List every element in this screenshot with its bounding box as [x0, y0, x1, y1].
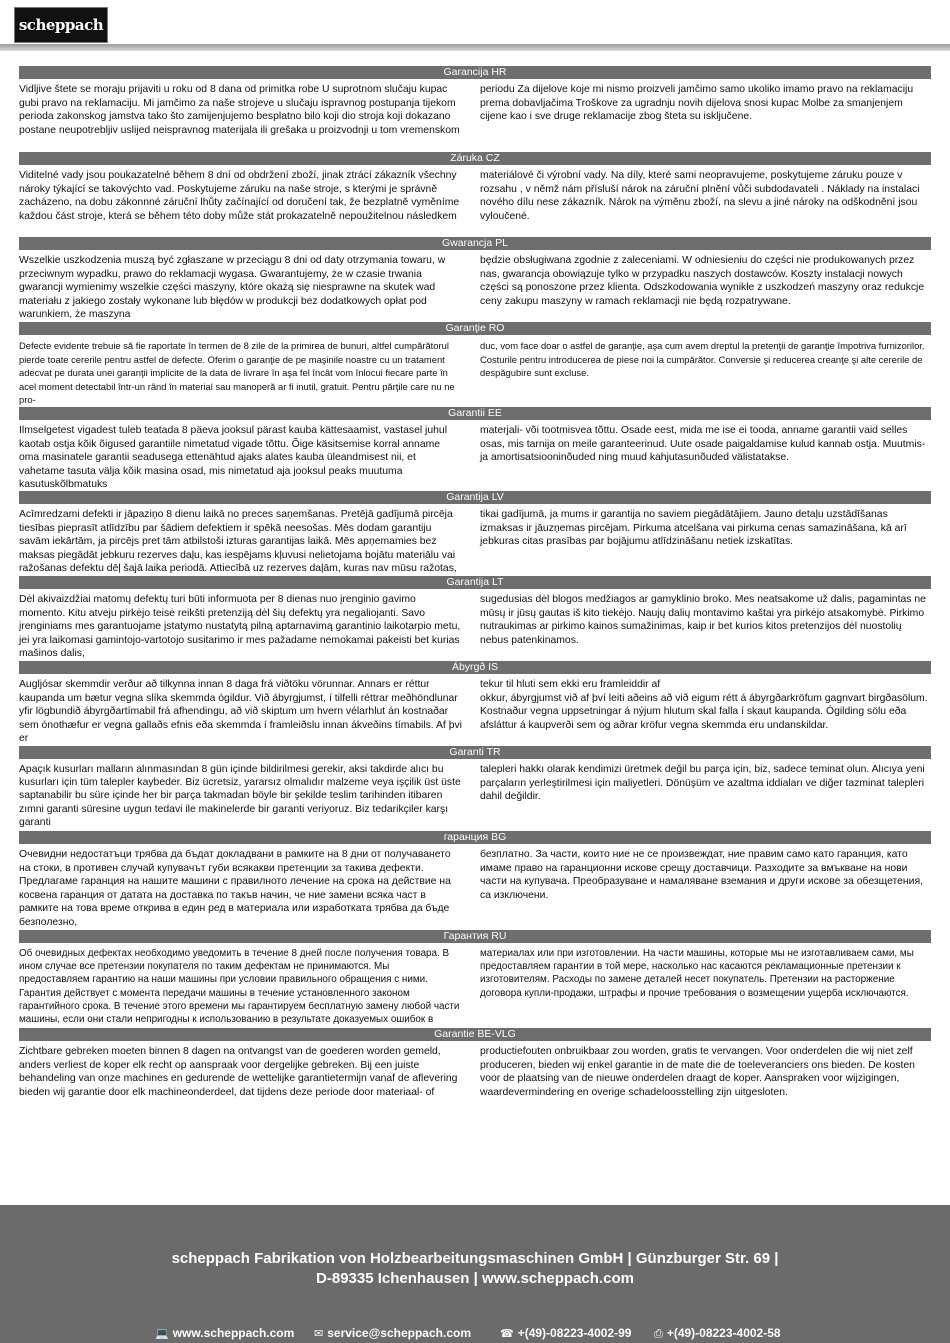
section-title: Ábyrgð IS: [19, 661, 931, 674]
section-lv: [19, 491, 931, 575]
contact-bar: [0, 1324, 950, 1342]
mail-icon: ✉: [314, 1328, 324, 1340]
section-text-right: materjali- või tootmisvea tõttu. Osade eest, mida me ise ei tooda, anname garantii vaid selles osas, mis tarnija on meile garanteerinud. Uute osade paigaldamise kulud kannab ostja. Muutmis- ja amortisatsiooninõuded ning muud kahjutasunõuded välistatakse.: [480, 425, 926, 463]
section-hr: [19, 66, 931, 144]
company-address: [0, 1249, 950, 1289]
scheppach-logo: scheppach: [14, 7, 108, 43]
section-title: Garantija LV: [19, 491, 931, 504]
section-text-left: Vidljive štete se moraju prijaviti u roku od 8 dana od primitka robe U suprotnom slučaju kupac gubi pravo na reklamaciju. Mi jamčimo za naše strojeve u slučaju ispravnog postupanja tijekom perioda zakonskog jamstva tako što zamijenjujemo besplatno bilo koji dio stroja koji dokazano postane neupotrebljiv uslijed neispravnog materijala ili grešaka u proizvodnji u tom vremenskom: [19, 84, 460, 136]
section-text-left: Wszelkie uszkodzenia muszą być zgłaszane w przeciągu 8 dni od daty otrzymania towaru, w przeciwnym wypadku, prawo do reklamacji wygasa. Gwarantujemy, że w czasie trwania gwarancji wymienimy wszelkie części maszyny, które okażą się niesprawne na skutek wad materiału z jakiego zostały wykonane lub błędów w produkcji bez dodatkowych opłat pod warunkiem, że maszyna: [19, 255, 446, 320]
website-contact[interactable]: [155, 1324, 294, 1343]
email-link[interactable]: service@scheppach.com: [327, 1326, 471, 1340]
section-text-right: tikai gadījumā, ja mums ir garantija no saviem piegādātājiem. Jauno detaļu uzstādīšanas izmaksas ir jāuzņemas pircējam. Pirkuma atcelšana vai pirkuma cenas samazināšana, kā arī jebkuras citas prasības par bojājumu atlīdzināšanu netiek izskatītas.: [480, 509, 907, 547]
section-pl: [19, 237, 931, 320]
section-text-right: periodu Za dijelove koje mi nismo proizveli jamčimo samo ukoliko imamo pravo na reklamaciju prema dobavljačima Troškove za ugradnju novih dijelova snosi kupac Molbe za smanjenjem cijene kao i sve druge reklamacije zbog šteta su isključene.: [480, 84, 914, 122]
phone-number[interactable]: +(49)-08223-4002-99: [517, 1326, 632, 1340]
fax-icon: ⎙: [654, 1328, 663, 1340]
email-contact[interactable]: [314, 1324, 471, 1343]
section-title: Záruka CZ: [19, 152, 931, 165]
section-cz: [19, 152, 931, 230]
section-tr: [19, 746, 931, 830]
page-header: [0, 0, 950, 49]
fax-contact: [654, 1324, 781, 1343]
phone-icon: ☎: [500, 1328, 514, 1340]
section-text-left: Augljósar skemmdir verður að tilkynna innan 8 daga frá viðtöku vörunnar. Annars er réttur kaupanda um bætur vegna slíka skemmda ógildur. Við ábyrgjumst, í tilfelli réttrar meðhöndlunar yfir lögbundið ábyrgðartímabil frá afhendingu, að við skiptum um hvern vélarhlut án kostnaðar sem ónothæfur er vegna gallaðs efnis eða skemmda í framleiðslu innan ákveðins tímabils. Af þvi er: [19, 679, 462, 744]
section-text-right: материалах или при изготовлении. На части машины, которые мы не изготавливаем сами, мы предоставляем гарантии в той мере, насколько нас касаются рекламационные претензии к изготовителям. Расходы по замене деталей несет покупатель. Претензии на расторжение договора купли-продажи, штрафы и прочие требования о возмещении ущерба исключаются.: [480, 948, 914, 999]
section-title: Garantie BE-VLG: [19, 1028, 931, 1041]
section-text-right: sugedusias dėl blogos medžiagos ar gamyklinio broko. Mes neatsakome už dalis, pagamintas ne mūsų ir jūsų gautas iš kito tiekėjo. Naujų dalių montavimo kaštai yra pirkėjo atsakomybė. Pirkimo nutraukimas ar pirkimo kainos sumažinimas, kaip ir bet kurios kitos pretenzijos dėl nuostolių nebus patenkinamos.: [480, 594, 926, 646]
section-bg: [19, 831, 931, 929]
section-title: Gwarancja PL: [19, 237, 931, 250]
section-text-left: Defecte evidente trebuie să fie raportate în termen de 8 zile de la primirea de bunuri, altfel cumpărătorul pierde toate cererile pentru astfel de defecte. Oferim o garanţie de pe maşinile noastre cu un tratament adecvat pe durata unei garanţii implicite de la data de livrare în aşa fel încât vom înlocui fiecare parte în acel moment detectabil într-un rând în material sau manoperă ar fi inutil, gratuit. Pentru părţile care nu ne pro-: [19, 340, 455, 405]
section-title: Garanti TR: [19, 746, 931, 759]
phone-contact[interactable]: [500, 1324, 631, 1343]
company-line-2: D-89335 Ichenhausen | www.scheppach.com: [316, 1270, 634, 1287]
section-text-right: duc, vom face doar o astfel de garanţie, aşa cum avem dreptul la pretenţii de garanţie împotriva furnizorilor. Costurile pentru introducerea de piese noi la cumpărător. Conversie şi reducerea creanţe şi alte cererile de despăgubire sunt excluse.: [480, 340, 925, 378]
section-title: Гарантия RU: [19, 930, 931, 943]
section-ru: [19, 930, 931, 1028]
section-lt: [19, 576, 931, 660]
header-divider: [0, 44, 950, 51]
fax-number: +(49)-08223-4002-58: [666, 1326, 781, 1340]
section-text-right: będzie obsługiwana zgodnie z zaleceniami. W odniesieniu do części nie produkowanych przez nas, gwarancja obowiązuje tylko w przypadku naszych dostawców. Koszty instalacji nowych części są ponoszone przez klienta. Odszkodowania wynikłe z uszkodzeń maszyny oraz redukcje ceny zakupu maszyny w ramach reklamacji nie będą rozpatrywane.: [480, 255, 925, 307]
section-text-right: безплатно. За части, които ние не се произвеждат, ние правим само като гаранция, като имаме право на гаранционни искове срещу доставчици. Разходите за вмъкване на нови части на купувача. Преобразуване и намаляване вземания и други искове за обезщетения, са изключени.: [480, 849, 923, 901]
section-text-right: tekur til hluti sem ekki eru framleiddir af okkur, ábyrgjumst við af því leiti aðeins að við eigum rétt á ábyrgðarkröfum gagnvart birgðasölum. Kostnaður vegna uppsetningar á nýjum hlutum skal falla í skaut kaupanda. Ógilding sölu eða afsláttur á kaupverði sem og aðrar kröfur vegna skemmda eru undanskildar.: [480, 679, 928, 731]
section-is: [19, 661, 931, 744]
section-text-left: Dėl akivaizdžiai matomų defektų turi būti informuota per 8 dienas nuo įrenginio gavimo momento. Kitu atveju pirkėjo teisė reikšti pretenziją dėl šių defektų yra negaliojanti. Savo įrenginiams mes garantuojame įstatymo nustatytą pilną aptarnavimą garantinio laikotarpio metu, jei yra laikomasi gamintojo-vartotojo susitarimo ir mes pažadame nemokamai pakeisti bet kurias mašinos dalis,: [19, 594, 461, 659]
section-text-right: materiálové či výrobní vady. Na díly, které sami neopravujeme, poskytujeme záruku pouze v rozsahu , v němž nám přísluší nárok na záruční plnění vůči subdodavateli . Náklady na instalaci nového dílu nese zákazník. Nárok na výměnu zboží, na slevu a jiné nároky na odškodnění jsou vyloučené.: [480, 170, 920, 222]
section-title: Garantii EE: [19, 407, 931, 420]
section-text-left: Acīmredzami defekti ir jāpaziņo 8 dienu laikā no preces saņemšanas. Pretējā gadījumā pircēja tiesības pieprasīt atlīdzību par šādiem defektiem ir spēkā neesošas. Mēs dodam garantiju savām iekārtām, ja pircējs pret tām atbilstoši izturas garantijas laikā. Mēs apņemamies bez maksas piegādāt jebkuru rezerves daļu, kas iespējams kļuvusi nelietojama bojātu materiālu vai ražošanas defektu dēļ šajā laika periodā. Attiecībā uz rezerves daļām, kuras nav mūsu ražotas,: [19, 509, 457, 574]
page-footer: [0, 1205, 950, 1343]
section-text-left: Zichtbare gebreken moeten binnen 8 dagen na ontvangst van de goederen worden gemeld, anders verliest de koper elk recht op aanspraak voor dergelijke gebreken. Bij een juiste behandeling van onze machines en gedurende de wettelijke garantietermijn vanaf de aflevering bieden wij garantie door elk machineonderdeel, dat tijdens deze periode door materiaal- of: [19, 1046, 458, 1098]
company-line-1: scheppach Fabrikation von Holzbearbeitungsmaschinen GmbH | Günzburger Str. 69 |: [171, 1250, 779, 1267]
section-text-left: Ilmselgetest vigadest tuleb teatada 8 päeva jooksul pärast kauba kättesaamist, vastasel juhul kaotab ostja kõik õigused garantiile nimetatud vigade tõttu. Õige käsitsemise korral anname oma masinatele garantii seadusega ettenähtud ajaks alates kauba üleandmisest nii, et vahetame tasuta välja kõik masina osad, mis nimetatud aja jooksul peaks muutuma kasutuskõlbmatuks: [19, 425, 447, 490]
section-title: Garantija LT: [19, 576, 931, 589]
section-title: Garancija HR: [19, 66, 931, 79]
computer-icon: 💻: [155, 1328, 169, 1340]
section-text-left: Очевидни недостатъци трябва да бъдат докладвани в рамките на 8 дни от получаването на стоки, в противен случай купувачът губи всякакви претенции за такива дефекти. Предлагаме гаранция на нашите машини с правилното лечение на срока на действие на косвена гаранция от датата на доставка по такъв начин, че ние замени всяка част в рамките на това време открива в един ред в материала или изработката трябва да бъде безполезно,: [19, 849, 451, 928]
section-text-left: Viditelné vady jsou poukazatelné během 8 dní od obdržení zboží, jinak ztrácí zákazník všechny nároky týkající se takovýchto vad. Poskytujeme záruku na naše stroje, s kterými je správně zacházeno, na dobu zákonnné záruční lhůty začínající od doručení tak, že bezplatně vyměníme každou část stroje, která se během této doby může stát prokazatelně nepoužitelnou následkem: [19, 170, 460, 222]
section-title: гаранция BG: [19, 831, 931, 844]
section-be-vlg: [19, 1028, 931, 1128]
section-text-left: Apaçık kusurları malların alınmasından 8 gün içinde bildirilmesi gerekir, aksi takdirde alıcı bu kusurları için tüm talepler kaybeder. Biz ücretsiz, yararsız olmalıdır malzeme veya işçilik üst üste saptanabilir bu süre içinde her bir parça takmadan böyle bir şekilde teslim tarihinden itibaren zımni garanti süresine uygun tedavi ile makinelerde bir garanti veriyoruz. Biz tedarikçiler karşı garanti: [19, 764, 461, 828]
section-text-right: talepleri hakkı olarak kendimizi üretmek değil bu parça için, biz, sadece teminat olun. Alıcıya yeni parçaların yerleştirilmesi için maliyetleri. Dönüşüm ve azaltma iddiaları ve diğer tazminat talepleri dahil değildir.: [480, 764, 925, 802]
section-text-right: productiefouten onbruikbaar zou worden, gratis te vervangen. Voor onderdelen die wij niet zelf produceren, bieden wij enkel garantie in de mate die de toeleveranciers ons bieden. De kosten voor de plaatsing van de nieuwe onderdelen draagt de koper. Aanspraken voor wijzigingen, waardevermindering en overige schadeloosstelling zijn uitgesloten.: [480, 1046, 915, 1098]
section-ee: [19, 407, 931, 490]
section-title: Garanţie RO: [19, 322, 931, 335]
section-ro: [19, 322, 931, 405]
section-text-left: Об очевидных дефектах необходимо уведомить в течение 8 дней после получения товара. В ином случае все претензии покупателя по таким дефектам не принимаются. Мы предоставляем гарантию на наши машины при условии правильного обращения с ними. Гарантия действует с момента передачи машины в течение установленного законом гарантийного срока. В течение этого времени мы гарантируем бесплатную замену любой части машины, если они стали непригодны к использованию в результате доказуемых ошибок в: [19, 948, 460, 1026]
website-link[interactable]: www.scheppach.com: [172, 1326, 295, 1340]
